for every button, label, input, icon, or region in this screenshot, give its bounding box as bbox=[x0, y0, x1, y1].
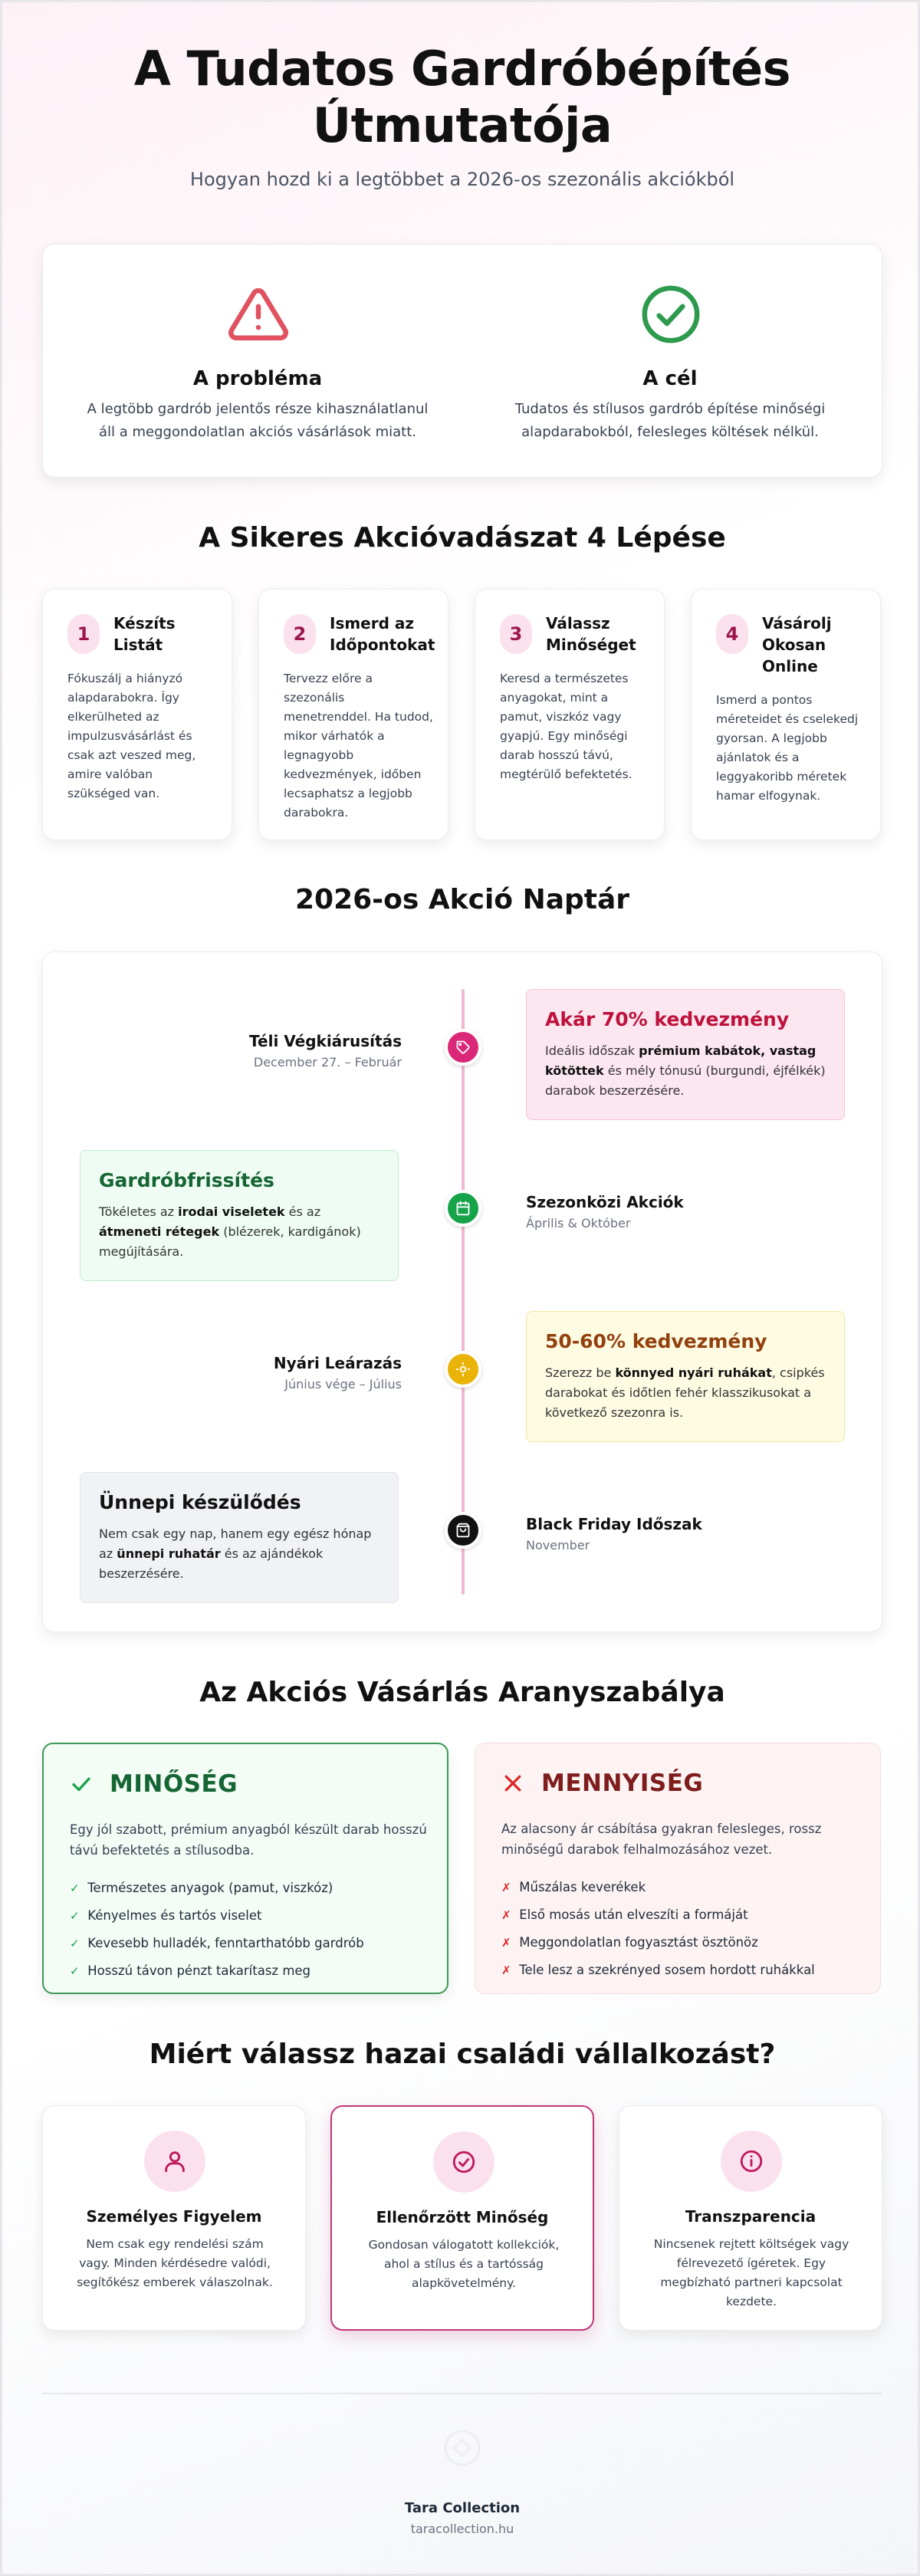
footer-url-link[interactable]: taracollection.hu bbox=[410, 2522, 514, 2536]
step-title: Válassz Minőséget bbox=[546, 614, 636, 654]
event-box-text: Tökéletes az irodai viseletek és az átmeneti rétegek (blézerek, kardigánok) megújítására. bbox=[99, 1204, 361, 1259]
why-text: Nincsenek rejtett költségek vagy félrevezető ígéretek. Egy megbízható partneri kapcsolat kezdete. bbox=[653, 2237, 849, 2308]
event-box-title: 50-60% kedvezmény bbox=[545, 1330, 767, 1352]
goal-text: Tudatos és stílusos gardrób építése minőségi alapdarabokból, felesleges költések nélkül. bbox=[514, 401, 826, 440]
quantity-title: MENNYISÉG bbox=[541, 1769, 704, 1797]
quantity-card bbox=[475, 1743, 881, 1994]
event-highlight-box bbox=[526, 1311, 845, 1442]
step-title: Ismerd az Időpontokat bbox=[330, 614, 435, 654]
event-date: November bbox=[526, 1538, 590, 1552]
step-title: Vásárolj Okosan Online bbox=[762, 614, 832, 675]
check-circle-icon bbox=[639, 283, 702, 346]
step-text: Tervezz előre a szezonális menetrenddel. Ha tudod, mikor várhatók a legnagyobb kedvezmények, időben lecsaphatsz a legjobb darabokra. bbox=[284, 672, 433, 820]
problem-text: A legtöbb gardrób jelentős része kihasználatlanul áll a meggondolatlan akciós vásárlások miatt. bbox=[87, 401, 429, 440]
quantity-description: Az alacsony ár csábítása gyakran felesleges, rossz minőségű darabok felhalmozásához vezet. bbox=[501, 1822, 822, 1857]
why-title: Transzparencia bbox=[685, 2207, 816, 2226]
step-text: Fókuszálj a hiányzó alapdarabokra. Így elkerülheted az impulzusvásárlást és csak azt veszed meg, amire valóban szükséged van. bbox=[67, 672, 196, 800]
calendar-section-title: 2026-os Akció Naptár bbox=[294, 884, 630, 915]
golden-rule-section-title: Az Akciós Vásárlás Aranyszabálya bbox=[199, 1677, 725, 1708]
list-item: ✗ Meggondolatlan fogyasztást ösztönöz bbox=[501, 1935, 758, 1950]
timeline-line bbox=[462, 989, 465, 1595]
quality-list bbox=[70, 1875, 364, 1985]
quantity-header bbox=[501, 1769, 703, 1797]
calendar-icon bbox=[445, 1190, 481, 1227]
tag-icon bbox=[445, 1029, 481, 1066]
problem-title: A probléma bbox=[192, 367, 323, 390]
list-item: ✗ Első mosás után elveszíti a formáját bbox=[501, 1907, 748, 1922]
event-label: Nyári Leárazás bbox=[273, 1354, 402, 1372]
event-date: December 27. – Február bbox=[253, 1055, 402, 1070]
step-card bbox=[475, 589, 665, 840]
event-box-title: Gardróbfrissítés bbox=[99, 1169, 274, 1191]
quality-description: Egy jól szabott, prémium anyagból készült darab hosszú távú befektetés a stílusodba. bbox=[70, 1822, 427, 1858]
step-card bbox=[42, 589, 232, 840]
list-item: ✗ Tele lesz a szekrényed sosem hordott ruhákkal bbox=[501, 1963, 815, 1977]
sun-icon bbox=[445, 1351, 481, 1388]
title-line-1: A Tudatos Gardróbépítés bbox=[133, 41, 791, 97]
why-text: Nem csak egy rendelési szám vagy. Minden kérdésedre valódi, segítőkész emberek válaszolnak. bbox=[77, 2237, 273, 2289]
why-card bbox=[42, 2105, 306, 2331]
list-item: ✓ Kevesebb hulladék, fenntarthatóbb gardrób bbox=[70, 1936, 364, 1950]
why-card bbox=[619, 2105, 882, 2331]
warning-triangle-icon bbox=[227, 283, 290, 346]
info-icon bbox=[721, 2131, 782, 2192]
why-title: Személyes Figyelem bbox=[86, 2207, 262, 2226]
event-label: Black Friday Időszak bbox=[526, 1515, 702, 1533]
problem-goal-card bbox=[42, 244, 882, 478]
event-label: Szezonközi Akciók bbox=[526, 1193, 684, 1211]
event-date: Április & Október bbox=[526, 1216, 631, 1230]
footer-brand: Tara Collection bbox=[404, 2500, 521, 2516]
list-item: ✓ Hosszú távon pénzt takarítasz meg bbox=[70, 1963, 311, 1978]
why-card bbox=[330, 2105, 594, 2331]
page-title bbox=[2, 41, 920, 154]
user-icon bbox=[144, 2131, 205, 2192]
why-section-title: Miért válassz hazai családi vállalkozást? bbox=[149, 2039, 776, 2070]
step-number-badge: 2 bbox=[284, 614, 316, 654]
step-title: Készíts Listát bbox=[113, 614, 176, 654]
title-line-2: Útmutatója bbox=[312, 97, 613, 153]
event-box-title: Akár 70% kedvezmény bbox=[545, 1008, 790, 1030]
step-text: Keresd a természetes anyagokat, mint a pamut, viszkóz vagy gyapjú. Egy minőségi darab hosszú távú, megtérülő befektetés. bbox=[500, 672, 632, 781]
page-subtitle: Hogyan hozd ki a legtöbbet a 2026-os szezonális akciókból bbox=[189, 169, 735, 190]
goal-title: A cél bbox=[642, 367, 698, 390]
quality-card bbox=[42, 1743, 449, 1994]
step-card bbox=[691, 589, 881, 840]
calendar-card bbox=[42, 951, 882, 1632]
event-box-text: Ideális időszak prémium kabátok, vastag kötöttek és mély tónusú (burgundi, éjfélkék) darabok beszerzésére. bbox=[545, 1043, 826, 1098]
why-text: Gondosan válogatott kollekciók, ahol a stílus és a tartósság alapkövetelmény. bbox=[368, 2238, 560, 2290]
event-date: Június vége – Július bbox=[284, 1377, 402, 1392]
list-item: ✓ Természetes anyagok (pamut, viszkóz) bbox=[70, 1881, 334, 1895]
event-highlight-box bbox=[526, 989, 845, 1120]
step-text: Ismerd a pontos méreteidet és cselekedj gyorsan. A legjobb ajánlatok és a leggyakoribb méretek hamar elfogynak. bbox=[716, 693, 859, 803]
steps-section-title: A Sikeres Akcióvadászat 4 Lépése bbox=[199, 522, 726, 554]
event-highlight-box bbox=[80, 1150, 399, 1281]
event-box-text: Szerezz be könnyed nyári ruhákat, csipkés darabokat és időtlen fehér klasszikusokat a következő szezonra is. bbox=[545, 1365, 825, 1420]
step-number-badge: 4 bbox=[716, 614, 748, 654]
footer-divider bbox=[42, 2393, 882, 2394]
event-label: Téli Végkiárusítás bbox=[249, 1032, 402, 1050]
quality-title: MINŐSÉG bbox=[110, 1770, 238, 1798]
event-highlight-box bbox=[80, 1472, 399, 1603]
shopping-bag-icon bbox=[445, 1512, 481, 1549]
list-item: ✓ Kényelmes és tartós viselet bbox=[70, 1908, 262, 1923]
step-number-badge: 1 bbox=[67, 614, 100, 654]
why-title: Ellenőrzött Minőség bbox=[376, 2208, 549, 2226]
brand-logo-icon bbox=[439, 2425, 485, 2471]
event-box-text: Nem csak egy nap, hanem egy egész hónap az ünnepi ruhatár és az ajándékok beszerzésére. bbox=[99, 1526, 372, 1581]
step-card bbox=[258, 589, 449, 840]
quantity-list bbox=[501, 1874, 815, 1984]
list-item: ✗ Műszálas keverékek bbox=[501, 1880, 646, 1894]
quality-header bbox=[70, 1770, 238, 1798]
verified-badge-icon bbox=[433, 2131, 495, 2193]
x-icon bbox=[501, 1772, 524, 1795]
check-icon bbox=[70, 1773, 93, 1796]
step-number-badge: 3 bbox=[500, 614, 532, 654]
event-box-title: Ünnepi készülődés bbox=[99, 1491, 301, 1513]
